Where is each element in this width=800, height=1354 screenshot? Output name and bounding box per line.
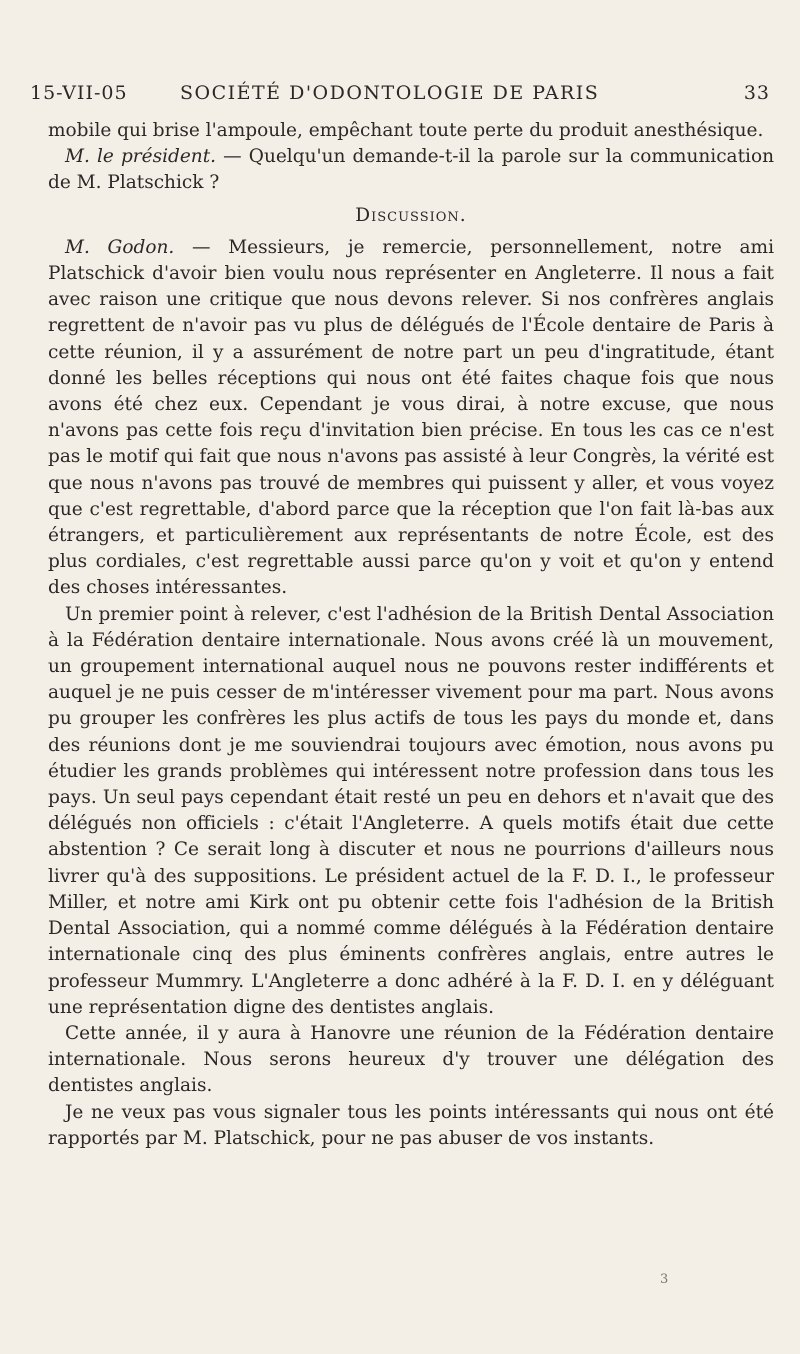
header-title: SOCIÉTÉ D'ODONTOLOGIE DE PARIS <box>180 82 600 104</box>
paragraph <box>48 602 774 1021</box>
paragraph-text: — Quelqu'un demande-t-il la parole sur la communication de M. Platschick ? <box>48 146 774 194</box>
speaker-name: M. Godon. <box>65 236 175 258</box>
body-text <box>48 118 774 1152</box>
section-heading: Discussion. <box>355 204 467 226</box>
paragraph-text: — Messieurs, je remercie, personnellement, notre ami Platschick d'avoir bien voulu nous représenter en Angleterre. Il nous a fait avec raison une critique que nous devons relever. Si nos confrères anglais regrettent de n'avoir pas vu plus de délégués de l'École dentaire de Paris à cette réunion, il y a assurément de notre part un peu d'ingratitude, étant donné les belles réceptions qui nous ont été faites chaque fois que nous avons été chez eux. Cependant je vous dirai, à notre excuse, que nous n'avons pas cette fois reçu d'invitation bien précise. En tous les cas ce n'est pas le motif qui fait que nous n'avons pas assisté à leur Congrès, la vérité est que nous n'avons pas trouvé de membres qui puissent y aller, et vous voyez que c'est regrettable, d'abord parce que la réception que l'on fait là-bas aux étrangers, et particulièrement aux représentants de notre École, est des plus cordiales, c'est regrettable aussi parce qu'on y voit et qu'on y entend des choses intéressantes. <box>48 236 774 599</box>
paragraph-text: Cette année, il y aura à Hanovre une réunion de la Fédération dentaire internationale. Nous serons heureux d'y trouver une délégation des dentistes anglais. <box>48 1022 774 1097</box>
paragraph-text: Je ne veux pas vous signaler tous les points intéressants qui nous ont été rapportés par M. Platschick, pour ne pas abuser de vos instants. <box>48 1101 774 1149</box>
paragraph <box>48 1021 774 1100</box>
header-date: 15-VII-05 <box>30 82 128 104</box>
paragraph <box>48 1100 774 1152</box>
signature-mark: 3 <box>660 1272 669 1287</box>
paragraph <box>48 144 774 196</box>
speaker-name: M. le président. <box>65 146 217 168</box>
page-number: 33 <box>743 82 770 104</box>
paragraph-text: Un premier point à relever, c'est l'adhésion de la British Dental Association à la Fédération dentaire internationale. Nous avons créé là un mouvement, un groupement international auquel nous ne pouvons rester indifférents et auquel je ne puis cesser de m'intéresser vivement pour ma part. Nous avons pu grouper les confrères les plus actifs de tous les pays du monde et, dans des réunions dont je me souviendrai toujours avec émotion, nous avons pu étudier les grands problèmes qui intéressent notre profession dans tous les pays. Un seul pays cependant était resté un peu en dehors et n'avait que des délégués non officiels : c'était l'Angleterre. A quels motifs était due cette abstention ? Ce serait long à discuter et nous ne pourrions d'ailleurs nous livrer qu'à des suppositions. Le président actuel de la F. D. I., le professeur Miller, et notre ami Kirk ont pu obtenir cette fois l'adhésion de la British Dental Association, qui a nommé comme délégués à la Fédération dentaire internationale cinq des plus éminents confrères anglais, entre autres le professeur Mummry. L'Angleterre a donc adhéré à la F. D. I. en y déléguant une représentation digne des dentistes anglais. <box>48 603 774 1018</box>
paragraph-text: mobile qui brise l'ampoule, empêchant toute perte du produit anesthésique. <box>48 120 764 141</box>
paragraph <box>48 235 774 602</box>
paragraph <box>48 118 774 144</box>
